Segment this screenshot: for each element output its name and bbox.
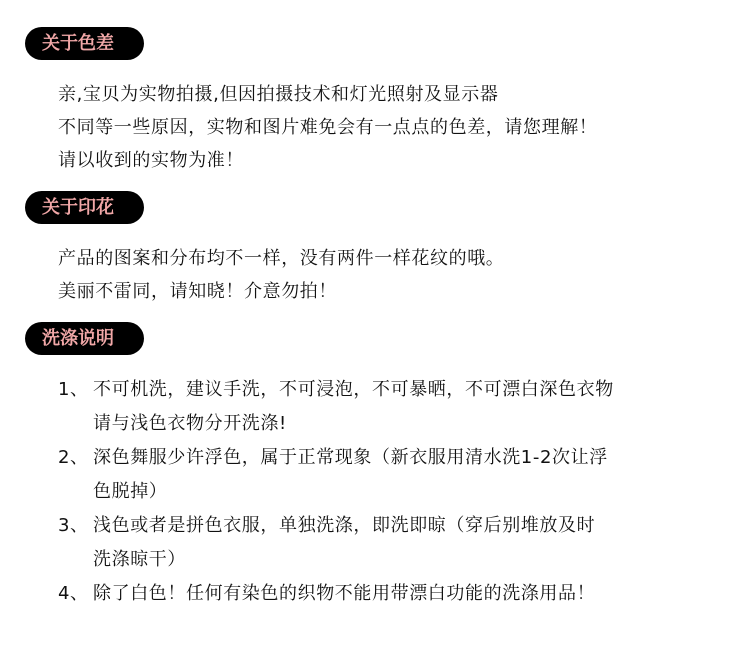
list-item-line: 洗涤晾干）	[93, 549, 186, 570]
section-header-print	[25, 191, 144, 224]
list-item-number: 4、	[58, 583, 89, 604]
list-item-number: 3、	[58, 515, 89, 536]
section-header-washing	[25, 322, 144, 355]
list-item-line: 请与浅色衣物分开洗涤!	[93, 413, 287, 434]
list-item-line: 浅色或者是拼色衣服，单独洗涤，即洗即晾（穿后别堆放及时	[93, 515, 596, 536]
list-item-line: 除了白色！任何有染色的织物不能用带漂白功能的洗涤用品！	[93, 583, 596, 604]
paragraph-line: 产品的图案和分布均不一样，没有两件一样花纹的哦。	[58, 248, 505, 269]
washing-instructions-list	[58, 373, 728, 611]
section-title: 关于印花	[42, 197, 114, 218]
section-header-color-difference	[25, 27, 144, 60]
paragraph-line: 美丽不雷同，请知晓！介意勿拍！	[58, 281, 337, 302]
list-item	[58, 509, 728, 577]
list-item-number: 1、	[58, 379, 89, 400]
list-item-line: 深色舞服少许浮色，属于正常现象（新衣服用清水洗1-2次让浮	[93, 447, 608, 468]
section-title: 洗涤说明	[42, 328, 114, 349]
paragraph-line: 请以收到的实物为准！	[58, 150, 244, 171]
print-text	[58, 242, 728, 308]
list-item	[58, 441, 728, 509]
paragraph-line: 不同等一些原因，实物和图片难免会有一点点的色差，请您理解！	[58, 117, 598, 138]
list-item	[58, 577, 728, 611]
list-item-line: 不可机洗，建议手洗，不可浸泡，不可暴晒，不可漂白深色衣物	[93, 379, 614, 400]
section-title: 关于色差	[42, 33, 114, 54]
list-item	[58, 373, 728, 441]
list-item-line: 色脱掉）	[93, 481, 168, 502]
list-item-number: 2、	[58, 447, 89, 468]
paragraph-line: 亲,宝贝为实物拍摄,但因拍摄技术和灯光照射及显示器	[58, 84, 499, 105]
color-difference-text	[58, 78, 728, 177]
